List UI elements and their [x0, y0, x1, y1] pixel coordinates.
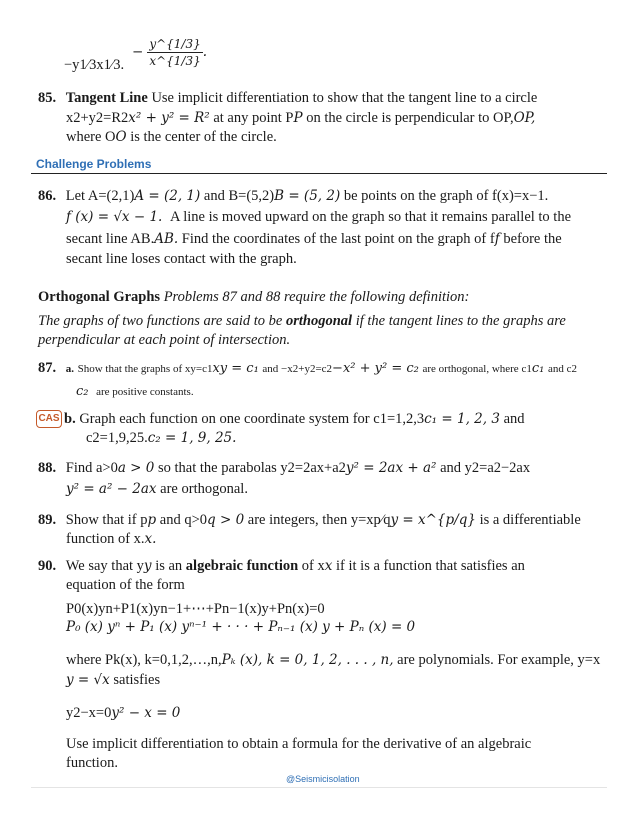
top-fraction: − $\frac{y\^{}\{1/3\}}{x\^{}\{1/3\}}$ . [132, 37, 208, 68]
definition-line1: The graphs of two functions are said to be orthogonal if the tangent lines to the graphs are [38, 313, 566, 329]
definition-line2: perpendicular at each point of intersection. [38, 332, 291, 348]
top-plain: −y1⁄3x1⁄3. [64, 57, 125, 73]
watermark: @Seismicisolation [286, 774, 360, 784]
problem-87b-line2: c2=1,9,25.c₂ = 1, 9, 25. [86, 430, 237, 446]
problem-86-line1: 86. Let A=(2,1)A = (2, 1) and B=(5,2)B = (5, 2) be points on the graph of f(x)=x−1. [38, 188, 549, 204]
problem-88-line2: y² = a² − 2ax are orthogonal. [66, 481, 248, 497]
problem-87b-line1: b. Graph each function on one coordinate system for c1=1,2,3c₁ = 1, 2, 3 and [64, 411, 525, 427]
problem-90-line4: y = √x satisfies [66, 672, 161, 688]
problem-86-line3: secant line AB.AB. Find the coordinates of the last point on the graph of ff before the [66, 231, 562, 247]
problem-90-line6: Use implicit differentiation to obtain a formula for the derivative of an algebraic [66, 736, 532, 752]
section-divider [31, 173, 607, 174]
problem-90-line3: where Pk(x), k=0,1,2,…,n,Pₖ (x), k = 0, 1, 2, . . . , n, are polynomials. For example, y=x [66, 652, 601, 668]
section-heading-challenge: Challenge Problems [36, 157, 152, 171]
problem-90-line2: equation of the form [66, 577, 185, 593]
problem-90-line7: function. [66, 755, 118, 771]
problem-86-line4: secant line loses contact with the graph. [66, 251, 297, 267]
problem-86-line2: f (x) = √x − 1. A line is moved upward on the graph so that it remains parallel to the [66, 209, 572, 225]
problem-85-line1: 85. Tangent Line Use implicit differentiation to show that the tangent line to a circle [38, 90, 538, 106]
orthogonal-heading: Orthogonal Graphs Problems 87 and 88 require the following definition: [38, 289, 470, 305]
problem-title: Tangent Line [65, 90, 148, 106]
problem-89-line2: function of x.x. [66, 531, 157, 547]
problem-90-line5: y2−x=0y² − x = 0 [66, 705, 181, 721]
footer-divider [31, 787, 607, 788]
problem-90-line1: 90. We say that yy is an algebraic function of xx if it is a function that satisfies an [38, 558, 525, 574]
problem-89-line1: 89. Show that if pp and q>0q > 0 are integers, then y=xp⁄qy = x^{p/q} is a differentiable [38, 512, 581, 528]
problem-87-line1: 87. a. Show that the graphs of xy=c1xy = c₁ and −x2+y2=c2−x² + y² = c₂ are orthogonal, where c1c₁ and c2 [38, 360, 577, 376]
equation-plain: P0(x)yn+P1(x)yn−1+⋯+Pn−1(x)y+Pn(x)=0 [66, 601, 325, 617]
problem-88-line1: 88. Find a>0a > 0 so that the parabolas y2=2ax+a2y² = 2ax + a² and y2=a2−2ax [38, 460, 531, 476]
frac-denominator: x^{1/3} [149, 54, 201, 68]
problem-85-line2: x2+y2=R2x² + y² = R² at any point PP on the circle is perpendicular to OP,OP, [66, 110, 536, 126]
problem-number: 85. [38, 90, 57, 106]
problem-85-line3: where OO is the center of the circle. [66, 129, 277, 145]
equation-math: P₀ (x) yⁿ + P₁ (x) yⁿ⁻¹ + · · · + Pₙ₋₁ (x) y + Pₙ (x) = 0 [66, 619, 416, 635]
cas-badge: CAS [36, 410, 62, 428]
frac-numerator: y^{1/3} [149, 37, 201, 51]
problem-87-line2: c₂ are positive constants. [76, 384, 194, 399]
